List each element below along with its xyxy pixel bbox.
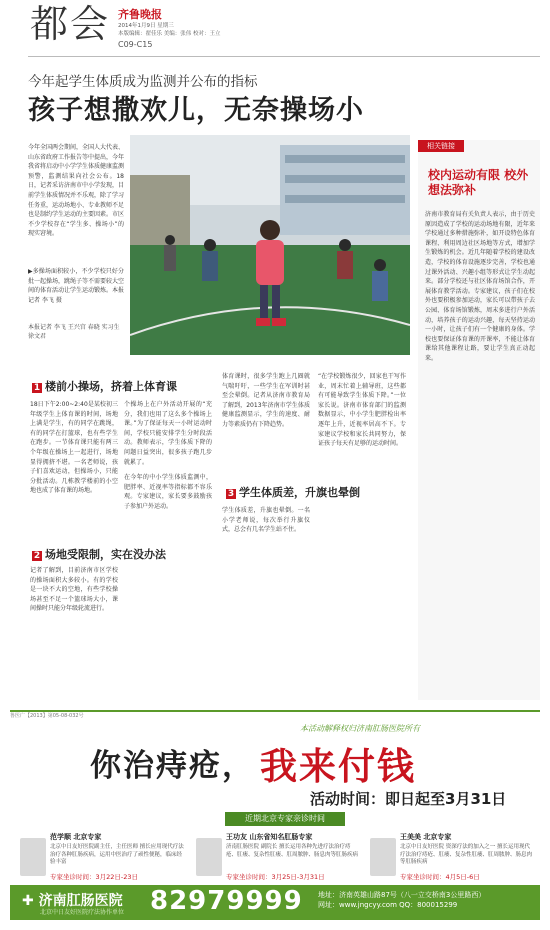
doctor-card (370, 830, 540, 890)
reporter-credit: 本报记者 李飞 王兴宫 春晓 实习生 徐文君 (28, 324, 120, 340)
section-number: 1 (33, 383, 41, 393)
related-link-tag: 相关链接 (418, 140, 464, 152)
hospital-web: 网址：www.jngcyy.com QQ：800015299 (318, 901, 458, 909)
issue-date: 2014年1月9日 星期三 (118, 23, 174, 29)
editor-credits: 本版编辑：翟佳乐 美编：张伟 校对：王立 (118, 31, 221, 37)
doctor-time: 专家坐诊时间：3月25日-3月31日 (226, 873, 325, 881)
hospital-contact (318, 890, 485, 910)
hospital-address: 地址：济南英雄山路87号（八一立交桥南3公里路西） (318, 891, 486, 899)
header-divider (28, 56, 540, 57)
photo-caption: ▶多操场面积较小，不少学校只好分批一起操场，跳绳子等不需要较大空间的体育活动让学生运动锻炼。本报记者 李飞 摄 (28, 268, 125, 304)
sidebar-title: 校内运动有限 校外想法弥补 (428, 168, 529, 197)
article-column-3: 体育课时，很多学生跑上几圈就气喘吁吁，一些学生在军训时甚至会晕倒。记者从济南市教育局了解到，2013年济南市学生体质健康监测显示，学生的速度、耐力等素质仍有下降趋势。 (222, 373, 310, 428)
doctor-card (196, 830, 366, 890)
doctor-name: 王功友 山东省知名肛肠专家 (226, 833, 313, 841)
section-number: 3 (227, 489, 235, 499)
article-column-1: 18日下午2:00~2:40是某校初三年级学生上体育课的时间，场地上满是学生，有的同学在跳绳，有的同学在打篮球，也有些学生在跑步。一节体育课只能有两三个年级在操场上一起进行，场地显得拥挤不堪。一名老师说，孩子们喜欢运动，但操场小，只能分批活动。几栋教学楼前的小空地也成了体育课的场地。 (30, 401, 118, 495)
ad-license: 鲁医广【2013】第05-08-032号 (10, 713, 84, 719)
article-column-2 (124, 400, 212, 696)
header-meta (118, 22, 228, 38)
hospital-name-text: 济南肛肠医院 (38, 893, 123, 909)
doctor-time: 专家坐诊时间：4月5日-6日 (400, 873, 480, 881)
ad-slogan-part1: 你治痔疮， (90, 748, 255, 784)
doctor-photo (20, 838, 46, 876)
article-photo (130, 135, 410, 355)
column-2-text-b: 在今年的中小学生体质监测中，肥胖率、近视率等指标都不容乐观。专家建议，家长要多鼓励孩子参加户外运动。 (124, 474, 212, 510)
article-column-4: “在学校锻炼很少，回家也干写作业，周末忙着上辅导班，这些都有可能导致学生体质下降。”一位家长说。济南市体育部门的监测数据显示，中小学生肥胖检出率逐年上升，近视率居高不下。专家建议学校和家长共同努力，保证孩子每天有足够的运动时间。 (318, 373, 406, 448)
ad-disclaimer: 本活动解释权归济南肛肠医院所有 (300, 724, 420, 733)
hospital-affiliation: 北京中日友好医院疗法协作单位 (40, 909, 125, 916)
doctor-photo (196, 838, 222, 876)
doctor-description: 北京中日友好医院 资深疗法的加入之一 擅长运用现代疗法治疗痔疮、肛瘘、复杂性肛瘘、肛周脓肿、肠息肉等肛肠疾病 (400, 844, 533, 865)
doctor-description: 北京中日友好医院副主任，主任医师 擅长应用现代疗法治疗各种肛肠疾病，运用中医治疗了顽性便秘，临床经验丰富 (50, 844, 184, 865)
section-heading-1 (32, 378, 177, 394)
ad-schedule-bar: 近期北京专家亲诊时间 (225, 812, 345, 826)
article-column-1b: 记者了解到，目前济南市区学校的操场面积大多较小。有的学校是一块不大的空地，有些学校操场甚至不足一个篮球场大小，课间操时只能分年级轮流进行。 (30, 567, 118, 613)
section-title-text: 学生体质差，升旗也晕倒 (239, 486, 360, 499)
section-number: 2 (33, 551, 41, 561)
hospital-phone: 82979999 (150, 886, 303, 916)
page-range: C09-C15 (118, 40, 153, 49)
article-headline: 孩子想撒欢儿，无奈操场小 (28, 95, 364, 126)
playground-photo (130, 135, 410, 355)
doctor-name: 王美美 北京专家 (400, 833, 452, 841)
article-column-3b: 学生体质差，升旗也晕倒。一名小学老师说，每次举行升旗仪式，总会有几名学生站不住。 (222, 507, 310, 534)
doctor-time: 专家坐诊时间：3月22日-23日 (50, 873, 139, 881)
doctor-name: 范学顺 北京专家 (50, 833, 102, 841)
article-lead: 今年全国两会期间，全国人大代表、山东省政府工作报告等中提出，今年我省将启动中小学学生体质健康监测预警，监测结果向社会公布。18日，记者采访济南市中小学发现，目前学生体质情况并不乐观，除了学习任务重，运动场地小、专业教师不足也是制约学生运动的主要因素。市区不少学校存在“学生多、操场小”的现实窘境。 (28, 144, 125, 238)
ad-slogan-part2: 我来付钱 (260, 745, 416, 788)
sidebar-body: 济南市教育局有关负责人表示，由于历史原因造成了学校的运动场地有限，近年来学校通过多种措施弥补，如开设特色体育课程、利用周边社区场地等方式，增加学生锻炼的机会。近几年随着学校的建设改造，学校的体育设施逐步完善，学校也通过课外活动、兴趣小组等形式让学生动起来。部分学校还与社区体育场馆合作，开展体育教学活动。专家建议，孩子们在校外也要积极参加运动，家长可以带孩子去公园、体育场馆锻炼，周末多进行户外活动，培养孩子的运动兴趣，每天坚持运动一小时，让孩子们有一个健康的身体。学校也要保证体育课的开课率，不能让体育课给其他课程让路，要让学生真正动起来。 (425, 211, 535, 362)
article-subtitle: 今年起学生体质成为监测并公布的指标 (28, 74, 258, 90)
section-title-text: 楼前小操场，挤着上体育课 (45, 380, 177, 393)
column-2-text: 个操场上在户外活动开展的“充分，我们也用了这么多个操场上课。”为了保证每天一小时运动时间，学校只能安排学生分时段活动。教师表示，学生体质下降的问题日益突出，很多孩子跑几步就累了。 (124, 401, 212, 466)
doctor-card (20, 830, 190, 890)
ad-event-time: 活动时间：即日起至3月31日 (310, 790, 507, 808)
doctor-description: 济南肛肠医院 副院长 擅长运用各种先进疗法治疗痔疮、肛瘘、复杂性肛瘘、肛周脓肿、肠息肉等肛肠疾病 (226, 844, 359, 858)
newspaper-logo: 齐鲁晚报 (118, 8, 162, 21)
cross-icon: ✚ (22, 893, 34, 909)
section-title: 都会 (30, 2, 111, 46)
doctor-photo (370, 838, 396, 876)
section-title-text: 场地受限制，实在没办法 (45, 548, 166, 561)
